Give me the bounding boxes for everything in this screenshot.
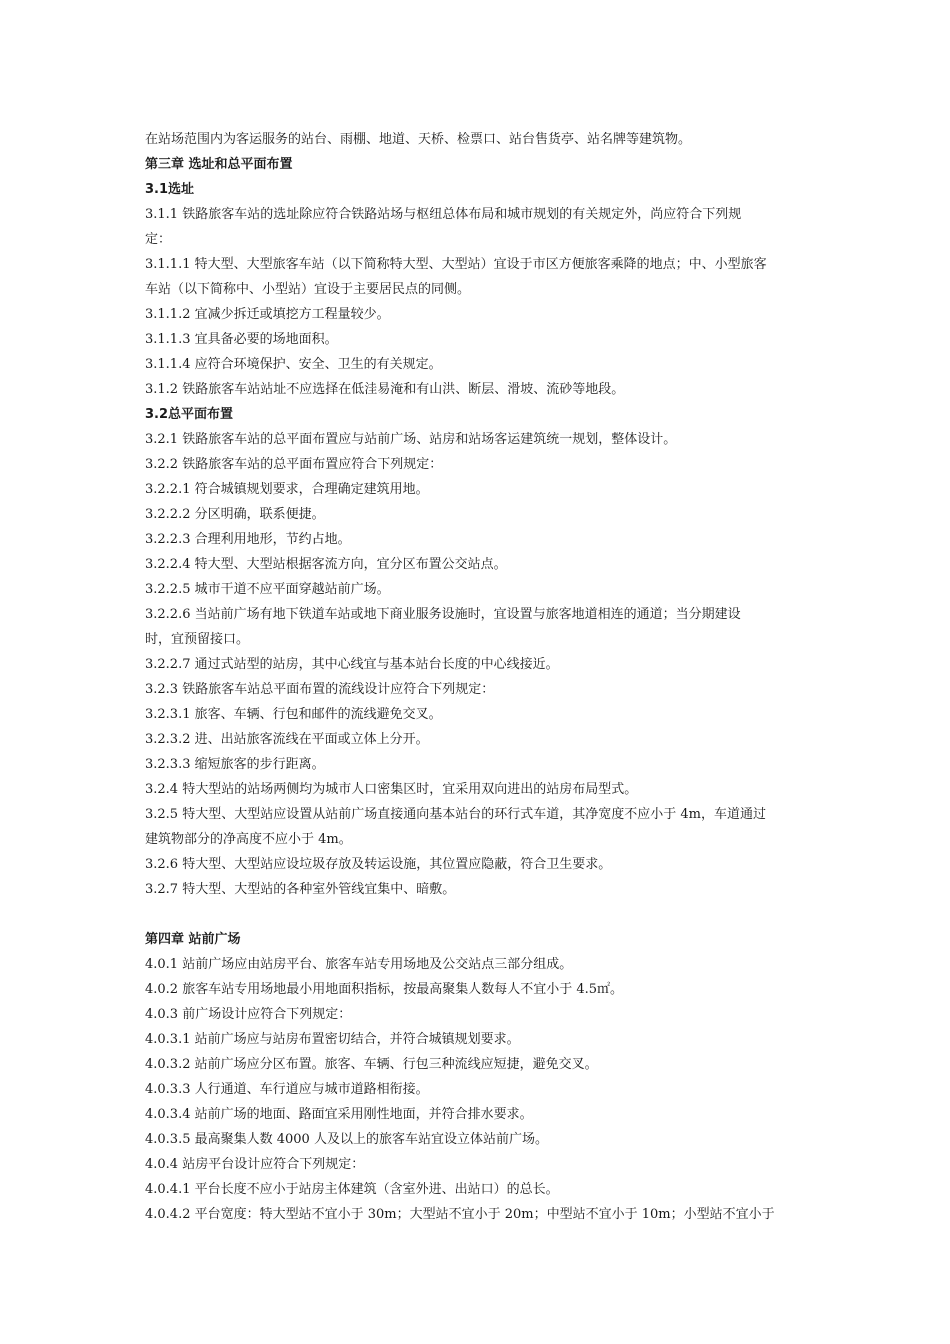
text-line: 时，宜预留接口。 — [145, 632, 250, 647]
text-line: 在站场范围内为客运服务的站台、雨棚、地道、天桥、检票口、站台售货亭、站名牌等建筑物。 — [145, 132, 692, 147]
text-line: 3.2.2.6 当站前广场有地下铁道车站或地下商业服务设施时，宜设置与旅客地道相连的通道；当分期建设 — [145, 607, 741, 622]
text-line: 4.0.4 站房平台设计应符合下列规定： — [145, 1157, 365, 1172]
text-line: 4.0.3.4 站前广场的地面、路面宜采用刚性地面，并符合排水要求。 — [145, 1107, 533, 1122]
paragraph-gap — [145, 902, 815, 927]
text-line: 4.0.3.3 人行通道、车行道应与城市道路相衔接。 — [145, 1082, 429, 1097]
text-line: 4.0.1 站前广场应由站房平台、旅客车站专用场地及公交站点三部分组成。 — [145, 957, 573, 972]
text-line: 3.2.2.3 合理利用地形，节约占地。 — [145, 532, 351, 547]
text-line: 3.1.1 铁路旅客车站的选址除应符合铁路站场与枢纽总体布局和城市规划的有关规定外，尚应符合下列规 — [145, 207, 742, 222]
text-line: 4.0.2 旅客车站专用场地最小用地面积指标，按最高聚集人数每人不宜小于 4.5㎡。 — [145, 982, 624, 997]
text-line: 3.2.3 铁路旅客车站总平面布置的流线设计应符合下列规定： — [145, 682, 495, 697]
text-line: 定： — [145, 232, 172, 247]
text-line: 3.2.3.3 缩短旅客的步行距离。 — [145, 757, 325, 772]
text-line: 3.2.5 特大型、大型站应设置从站前广场直接通向基本站台的环行式车道，其净宽度不应小于 4m，车道通过 — [145, 807, 766, 822]
text-line: 3.2.1 铁路旅客车站的总平面布置应与站前广场、站房和站场客运建筑统一规划，整体设计。 — [145, 432, 677, 447]
text-line: 3.2.2 铁路旅客车站的总平面布置应符合下列规定： — [145, 457, 443, 472]
text-line: 3.2.2.7 通过式站型的站房，其中心线宜与基本站台长度的中心线接近。 — [145, 657, 559, 672]
text-line: 3.1.1.2 宜减少拆迁或填挖方工程量较少。 — [145, 307, 390, 322]
text-line: 3.2.2.1 符合城镇规划要求，合理确定建筑用地。 — [145, 482, 429, 497]
text-line: 3.1.1.1 特大型、大型旅客车站（以下简称特大型、大型站）宜设于市区方便旅客乘降的地点；中、小型旅客 — [145, 257, 767, 272]
text-line: 4.0.4.2 平台宽度：特大型站不宜小于 30m；大型站不宜小于 20m；中型站不宜小于 10m；小型站不宜小于 — [145, 1207, 775, 1222]
text-line: 3.2.3.1 旅客、车辆、行包和邮件的流线避免交叉。 — [145, 707, 442, 722]
text-line: 4.0.3.2 站前广场应分区布置。旅客、车辆、行包三种流线应短捷，避免交叉。 — [145, 1057, 598, 1072]
text-line: 3.1.2 铁路旅客车站站址不应选择在低洼易淹和有山洪、断层、滑坡、流砂等地段。 — [145, 382, 625, 397]
text-line: 3.2.3.2 进、出站旅客流线在平面或立体上分开。 — [145, 732, 429, 747]
section-heading: 3.1选址 — [145, 182, 195, 197]
section-heading: 3.2总平面布置 — [145, 407, 234, 422]
text-line: 建筑物部分的净高度不应小于 4m。 — [145, 832, 352, 847]
text-line: 3.2.6 特大型、大型站应设垃圾存放及转运设施，其位置应隐蔽，符合卫生要求。 — [145, 857, 612, 872]
document-body — [145, 127, 815, 1227]
section-heading: 第三章 选址和总平面布置 — [145, 157, 293, 172]
text-line: 4.0.3 前广场设计应符合下列规定： — [145, 1007, 352, 1022]
text-line: 4.0.3.5 最高聚集人数 4000 人及以上的旅客车站宜设立体站前广场。 — [145, 1132, 548, 1147]
text-line: 4.0.3.1 站前广场应与站房布置密切结合，并符合城镇规划要求。 — [145, 1032, 520, 1047]
text-line: 3.1.1.3 宜具备必要的场地面积。 — [145, 332, 338, 347]
section-heading: 第四章 站前广场 — [145, 932, 241, 947]
text-line: 4.0.4.1 平台长度不应小于站房主体建筑（含室外进、出站口）的总长。 — [145, 1182, 559, 1197]
text-line: 3.2.2.4 特大型、大型站根据客流方向，宜分区布置公交站点。 — [145, 557, 507, 572]
text-line: 3.2.7 特大型、大型站的各种室外管线宜集中、暗敷。 — [145, 882, 456, 897]
text-line: 3.2.2.5 城市干道不应平面穿越站前广场。 — [145, 582, 390, 597]
text-line: 3.2.4 特大型站的站场两侧均为城市人口密集区时，宜采用双向进出的站房布局型式。 — [145, 782, 638, 797]
text-line: 3.2.2.2 分区明确，联系便捷。 — [145, 507, 325, 522]
text-line: 车站（以下简称中、小型站）宜设于主要居民点的同侧。 — [145, 282, 471, 297]
text-line: 3.1.1.4 应符合环境保护、安全、卫生的有关规定。 — [145, 357, 442, 372]
